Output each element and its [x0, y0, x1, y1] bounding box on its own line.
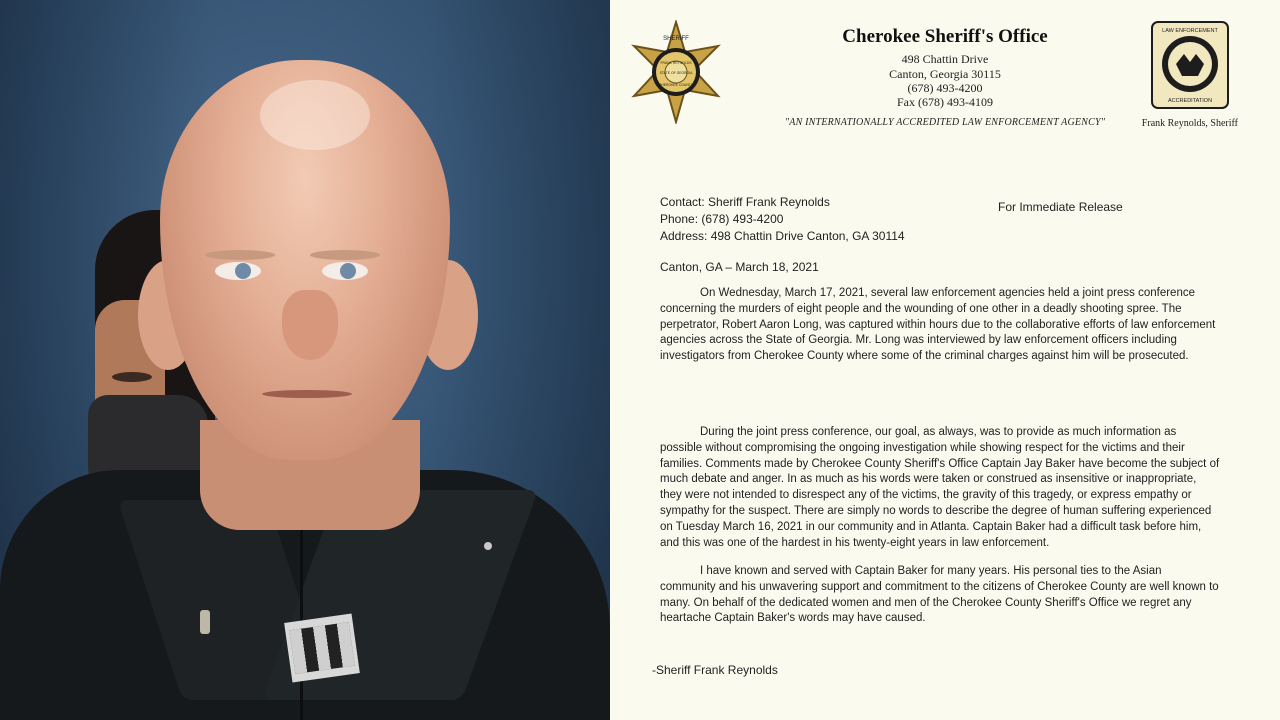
contact-phone: Phone: (678) 493-4200	[660, 212, 784, 226]
press-release-letter	[610, 0, 1280, 720]
svg-text:ACCREDITATION: ACCREDITATION	[1167, 98, 1213, 104]
contact-address: Address: 498 Chattin Drive Canton, GA 30114	[660, 229, 905, 243]
right-eye	[322, 262, 368, 280]
signoff: -Sheriff Frank Reynolds	[652, 663, 778, 677]
dateline: Canton, GA – March 18, 2021	[660, 260, 819, 274]
svg-text:FRANK REYNOLDS: FRANK REYNOLDS	[660, 61, 692, 65]
svg-text:LAW ENFORCEMENT: LAW ENFORCEMENT	[1162, 28, 1218, 34]
collar-insignia-pin	[200, 610, 210, 634]
sheriff-signature-label: Frank Reynolds, Sheriff	[1141, 118, 1238, 129]
office-fax: Fax (678) 493-4109	[897, 95, 993, 109]
officer-nose	[282, 290, 338, 360]
agency-motto: "AN INTERNATIONALLY ACCREDITED LAW ENFORCEMENT AGENCY"	[784, 117, 1106, 128]
paragraph-3: I have known and served with Captain Baker for many years. His personal ties to the Asian community and his unwavering support and commitment to the citizens of Cherokee County are well known to many. On behalf of the dedicated women and men of the Cherokee County Sheriff's Office we regret any heartache Captain Baker's words may have caused.	[660, 565, 1219, 625]
office-address: 498 Chattin Drive	[901, 52, 989, 66]
svg-text:SHERIFF: SHERIFF	[663, 36, 689, 42]
accreditation-seal-icon	[1148, 18, 1232, 112]
paragraph-2: During the joint press conference, our goal, as always, was to provide as much information as possible without compromising the ongoing investigation while showing respect for the victims and their families. Comments made by Cherokee County Sheriff's Office Captain Jay Baker have become the subject of much debate and anger. In as much as his words were taken or construed as insensitive or inappropriate, they were not intended to disrespect any of the victims, the gravity of this tragedy, or express empathy or sympathy for the suspect. There are simply no words to describe the degree of human suffering experienced on Tuesday March 16, 2021 in our community and in Atlanta. Captain Baker had a difficult task before him, and this was one of the hardest in his twenty-eight years in law enforcement.	[660, 426, 1220, 549]
paragraph-1: On Wednesday, March 17, 2021, several law enforcement agencies held a joint press conference concerning the murders of eight people and the wounding of one other in a deadly shooting spree. The perpetrator, Robert Aaron Long, was captured within hours due to the collaborative efforts of law enforcement agencies across the State of Georgia. Mr. Long was interviewed by law enforcement officers including investigators from Cherokee County where some of the criminal charges against him will be prosecuted.	[660, 287, 1216, 363]
office-city: Canton, Georgia 30115	[889, 67, 1001, 81]
svg-text:CHEROKEE COUNTY: CHEROKEE COUNTY	[658, 83, 694, 87]
captain-bars-insignia	[284, 614, 360, 683]
release-label: For Immediate Release	[998, 200, 1123, 214]
office-phone: (678) 493-4200	[907, 81, 983, 95]
contact-block	[660, 194, 905, 245]
press-photo	[0, 0, 610, 720]
left-eyebrow	[205, 250, 275, 260]
right-eyebrow	[310, 250, 380, 260]
background-person-eye	[112, 372, 152, 382]
office-title: Cherokee Sheriff's Office	[842, 26, 1048, 47]
contact-name: Contact: Sheriff Frank Reynolds	[660, 195, 830, 209]
shoulder-button	[484, 542, 492, 550]
left-eye	[215, 262, 261, 280]
svg-text:STATE OF GEORGIA: STATE OF GEORGIA	[659, 71, 693, 75]
head-highlight	[260, 80, 370, 150]
officer-mouth	[262, 390, 352, 398]
